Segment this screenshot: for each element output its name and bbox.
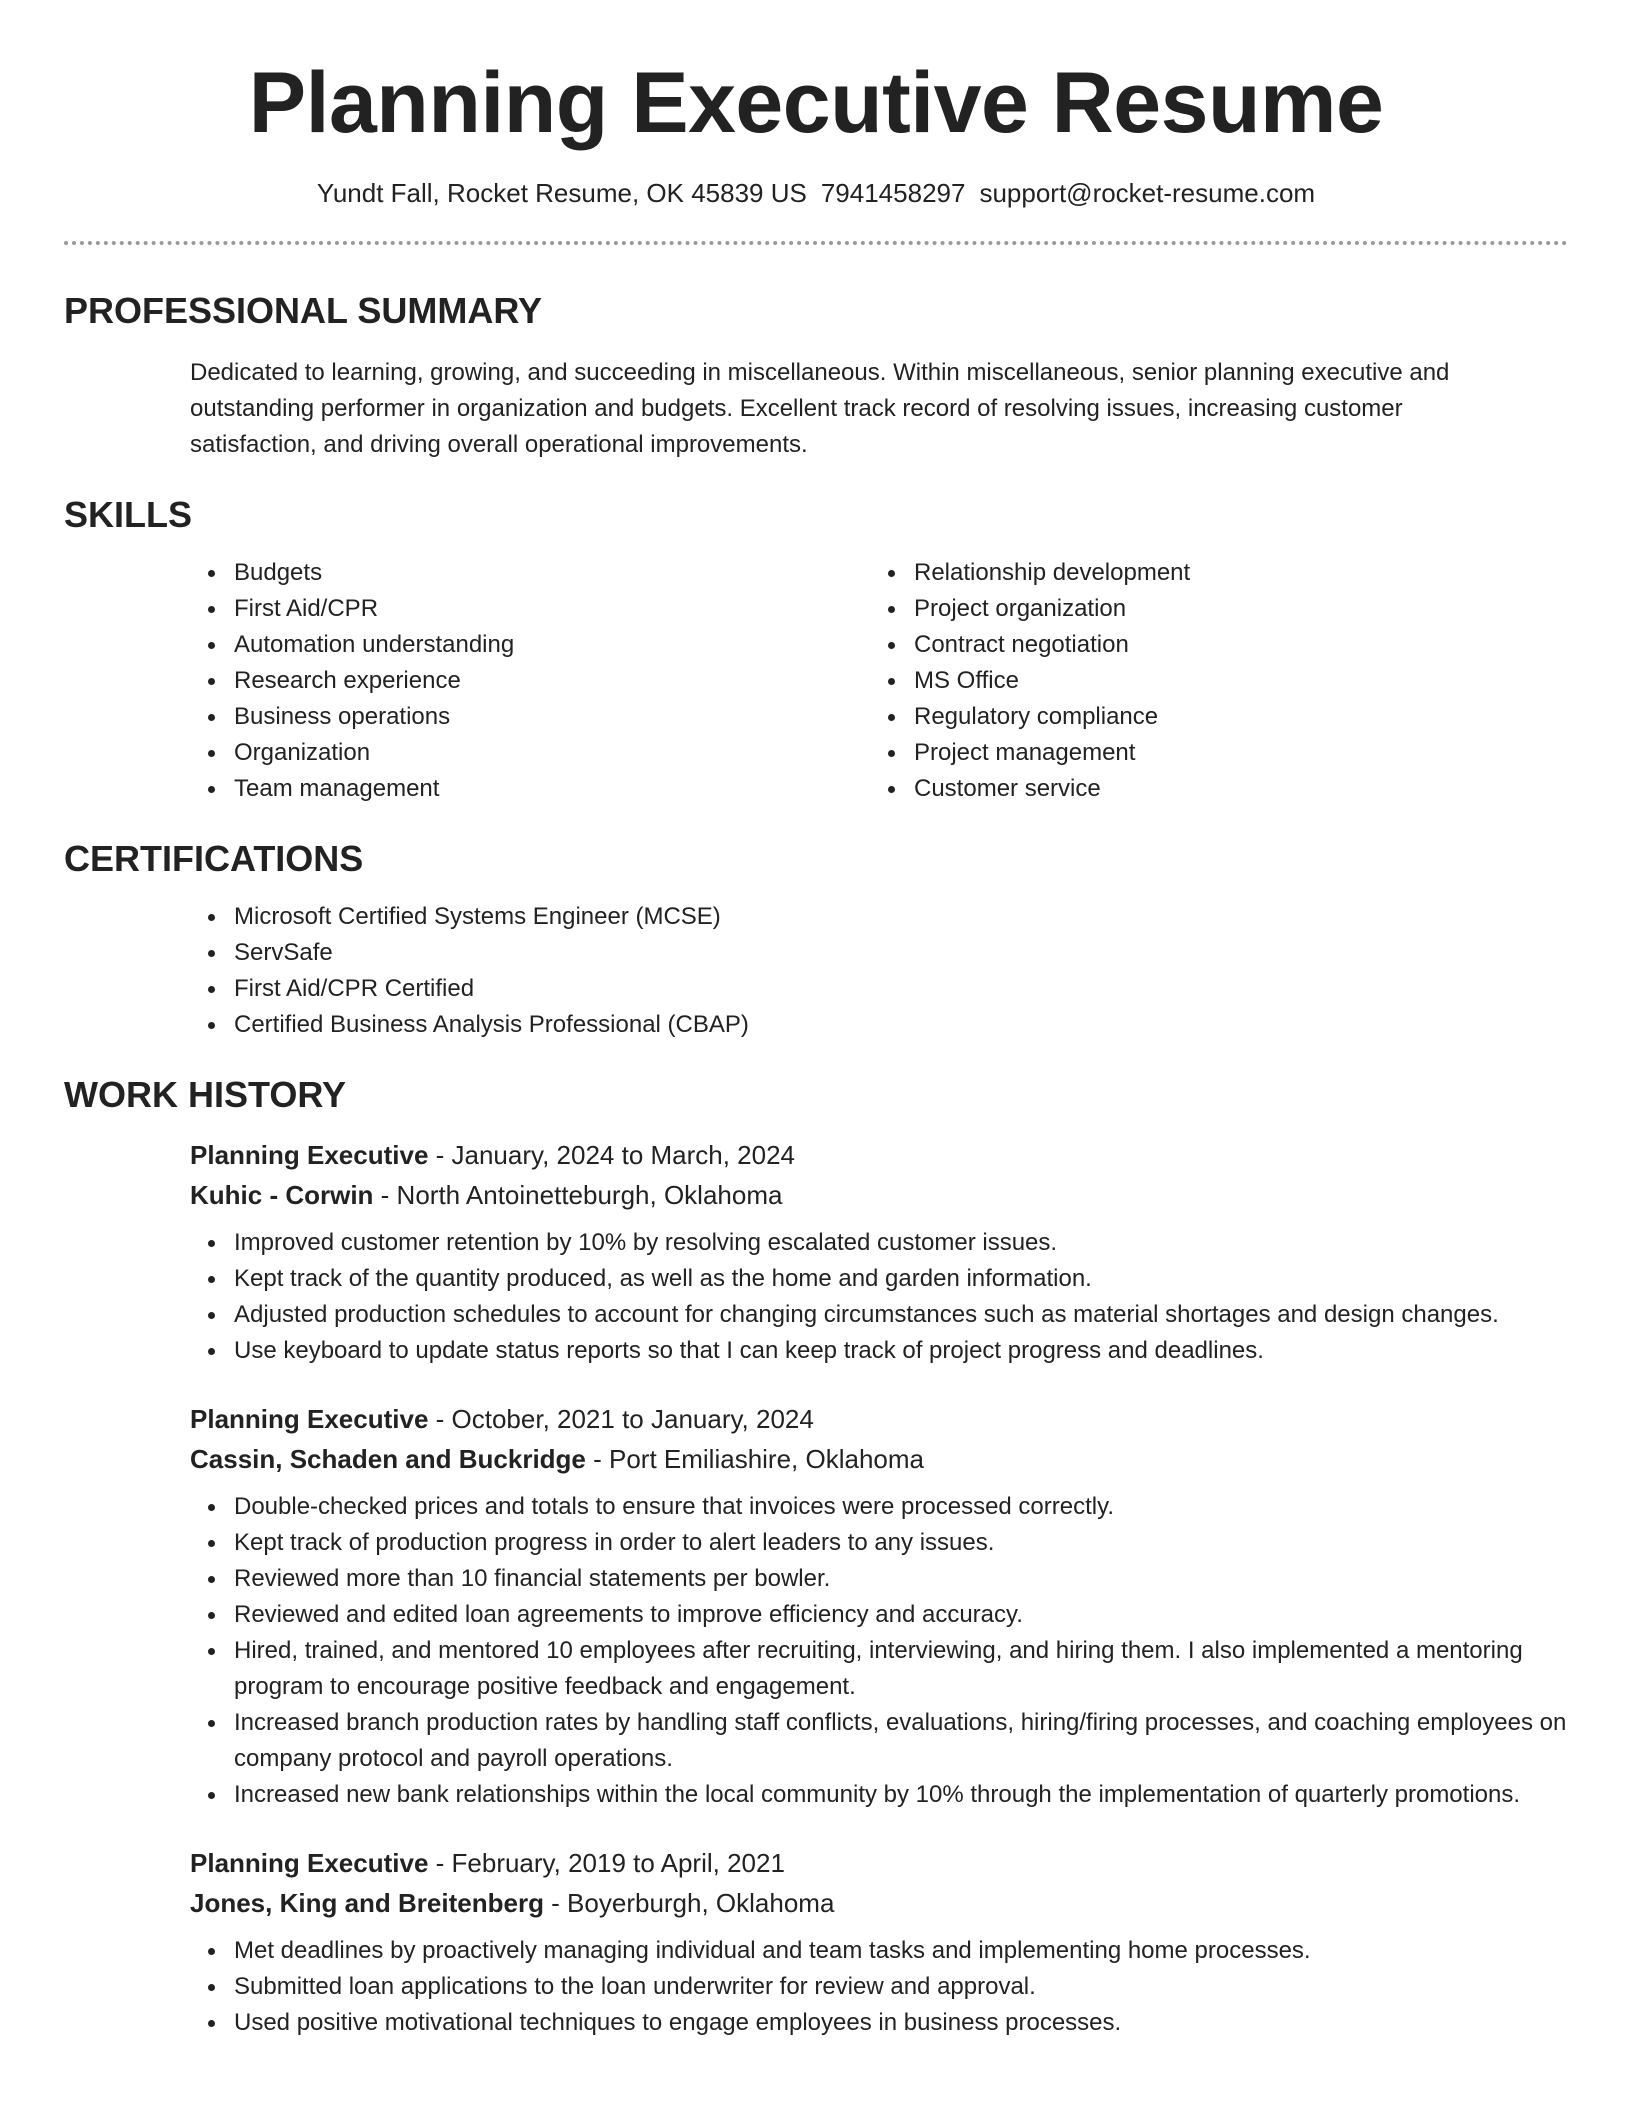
- list-item: Research experience: [234, 663, 744, 699]
- work-history-heading: WORK HISTORY: [64, 1074, 347, 1116]
- job-title: Planning Executive: [190, 1404, 429, 1435]
- job-entry: [64, 1135, 1568, 1369]
- list-item: Relationship development: [914, 555, 1424, 591]
- job-location: - North Antoinetteburgh, Oklahoma: [373, 1180, 783, 1211]
- header-divider: [64, 241, 1568, 245]
- list-item: Reviewed more than 10 financial statements per bowler.: [234, 1561, 1568, 1597]
- list-item: Used positive motivational techniques to engage employees in business processes.: [234, 2005, 1568, 2041]
- list-item: MS Office: [914, 663, 1424, 699]
- job-company-line: [190, 1175, 1568, 1215]
- list-item: Improved customer retention by 10% by resolving escalated customer issues.: [234, 1225, 1568, 1261]
- job-location: - Port Emiliashire, Oklahoma: [585, 1444, 924, 1475]
- job-title-line: [190, 1843, 1568, 1883]
- job-bullets: [64, 1933, 1568, 2041]
- job-entry: [64, 1399, 1568, 1813]
- list-item: Use keyboard to update status reports so that I can keep track of project progress and deadlines.: [234, 1333, 1568, 1369]
- list-item: Double-checked prices and totals to ensure that invoices were processed correctly.: [234, 1489, 1568, 1525]
- list-item: Customer service: [914, 771, 1424, 807]
- list-item: Regulatory compliance: [914, 699, 1424, 735]
- list-item: Project management: [914, 735, 1424, 771]
- list-item: Kept track of production progress in order to alert leaders to any issues.: [234, 1525, 1568, 1561]
- list-item: Submitted loan applications to the loan underwriter for review and approval.: [234, 1969, 1568, 2005]
- list-item: Adjusted production schedules to account for changing circumstances such as material shortages and design changes.: [234, 1297, 1568, 1333]
- list-item: Met deadlines by proactively managing individual and team tasks and implementing home processes.: [234, 1933, 1568, 1969]
- list-item: First Aid/CPR Certified: [234, 971, 1568, 1007]
- list-item: Automation understanding: [234, 627, 744, 663]
- job-company-line: [190, 1439, 1568, 1479]
- job-bullets: [64, 1225, 1568, 1369]
- list-item: Reviewed and edited loan agreements to improve efficiency and accuracy.: [234, 1597, 1568, 1633]
- list-item: ServSafe: [234, 935, 1568, 971]
- resume-title: Planning Executive Resume: [248, 55, 1384, 151]
- job-bullets: [64, 1489, 1568, 1813]
- certifications-heading: CERTIFICATIONS: [64, 838, 364, 880]
- job-location: - Boyerburgh, Oklahoma: [543, 1888, 835, 1919]
- job-company: Cassin, Schaden and Buckridge: [190, 1444, 586, 1475]
- list-item: Business operations: [234, 699, 744, 735]
- job-title-line: [190, 1135, 1568, 1175]
- job-dates: - October, 2021 to January, 2024: [428, 1404, 814, 1435]
- summary-heading: PROFESSIONAL SUMMARY: [64, 290, 543, 332]
- job-title: Planning Executive: [190, 1140, 429, 1171]
- skills-left-column: [64, 555, 744, 807]
- list-item: Contract negotiation: [914, 627, 1424, 663]
- list-item: Hired, trained, and mentored 10 employees after recruiting, interviewing, and hiring them. I also implemented a mentoring program to encourage positive feedback and engagement.: [234, 1633, 1568, 1705]
- job-company-line: [190, 1883, 1568, 1923]
- skills-list: [64, 555, 1568, 807]
- list-item: Microsoft Certified Systems Engineer (MCSE): [234, 899, 1568, 935]
- list-item: Team management: [234, 771, 744, 807]
- contact-address: Yundt Fall, Rocket Resume, OK 45839 US: [316, 178, 807, 209]
- job-entry: [64, 1843, 1568, 2041]
- list-item: Budgets: [234, 555, 744, 591]
- skills-right-column: [744, 555, 1424, 807]
- list-item: Organization: [234, 735, 744, 771]
- contact-line: [64, 175, 1568, 211]
- job-title: Planning Executive: [190, 1848, 429, 1879]
- list-item: Increased new bank relationships within the local community by 10% through the implementation of quarterly promotions.: [234, 1777, 1568, 1813]
- contact-phone: 7941458297: [820, 178, 966, 209]
- job-company: Kuhic - Corwin: [190, 1180, 374, 1211]
- certifications-list: [64, 899, 1568, 1043]
- job-dates: - January, 2024 to March, 2024: [428, 1140, 796, 1171]
- job-title-line: [190, 1399, 1568, 1439]
- resume-page: [64, 0, 1568, 2071]
- list-item: Certified Business Analysis Professional (CBAP): [234, 1007, 1568, 1043]
- skills-heading: SKILLS: [64, 494, 193, 536]
- contact-email[interactable]: support@rocket-resume.com: [979, 178, 1316, 209]
- list-item: Kept track of the quantity produced, as well as the home and garden information.: [234, 1261, 1568, 1297]
- job-dates: - February, 2019 to April, 2021: [428, 1848, 785, 1879]
- summary-text: Dedicated to learning, growing, and succeeding in miscellaneous. Within miscellaneous, senior planning executive and outstanding performer in organization and budgets. Excellent track record of resolving issues, increasing customer satisfaction, and driving overall operational improvements.: [190, 359, 1450, 459]
- list-item: Project organization: [914, 591, 1424, 627]
- list-item: Increased branch production rates by handling staff conflicts, evaluations, hiring/firing processes, and coaching employees on company protocol and payroll operations.: [234, 1705, 1568, 1777]
- job-company: Jones, King and Breitenberg: [190, 1888, 544, 1919]
- list-item: First Aid/CPR: [234, 591, 744, 627]
